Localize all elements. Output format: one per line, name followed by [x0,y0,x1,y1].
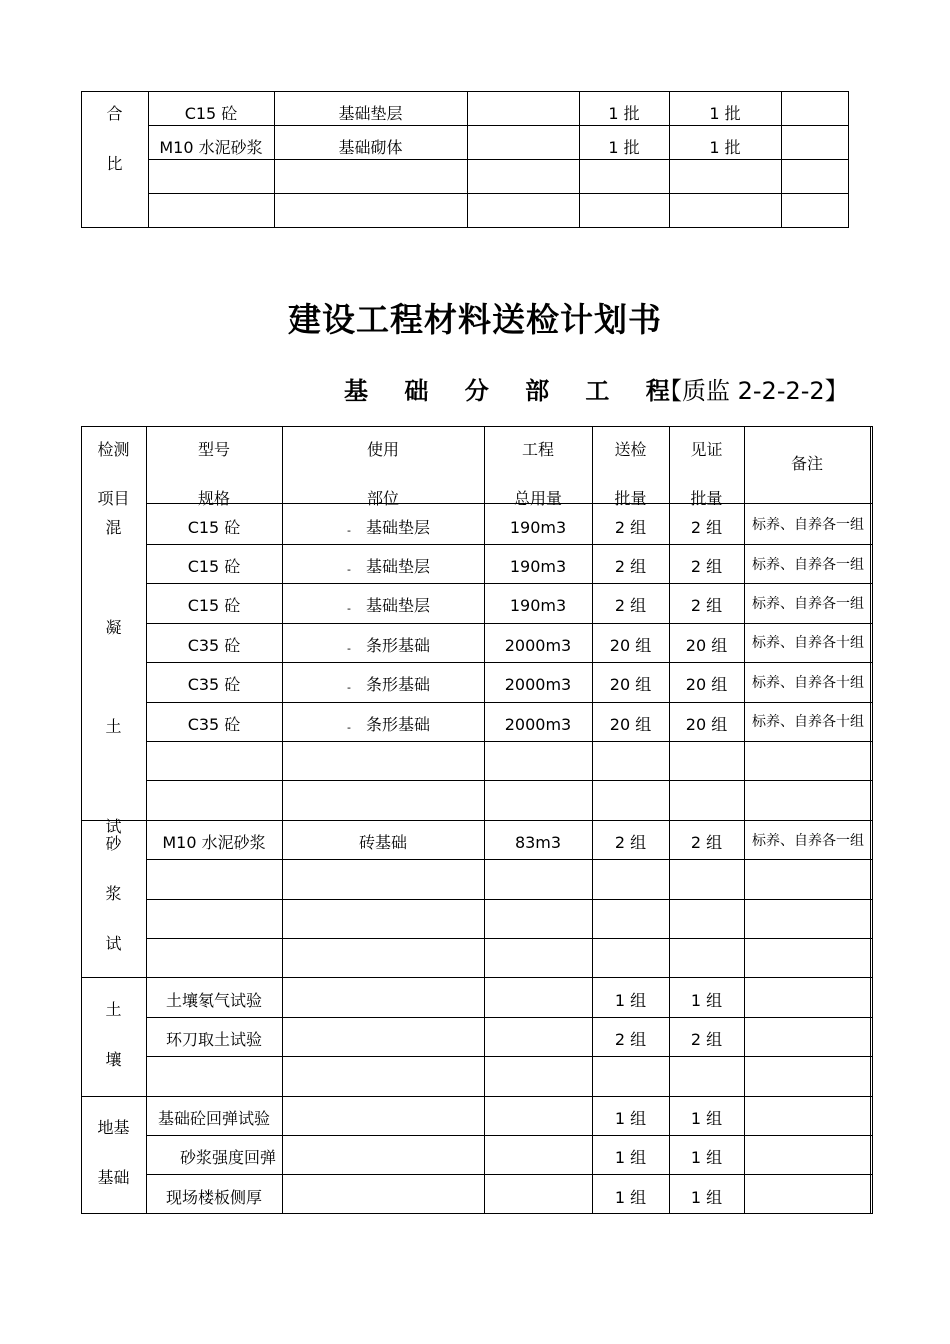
header-spec-1: 型号 [197,440,230,459]
row-spec: 现场楼板侧厚 [165,1188,262,1207]
row-qty: 190m3 [509,518,567,537]
mortar-char: 浆 [105,884,122,903]
row-spec: 环刀取土试验 [165,1030,262,1049]
row-note: 标养、自养各一组 [752,833,864,849]
row-witness: 2 组 [690,833,723,852]
row-witness: 2 组 [690,518,723,537]
row-qty: 190m3 [509,557,567,576]
row-qty: 2000m3 [504,636,572,655]
row-part: 条形基础 [366,715,431,734]
row-part: 砖基础 [358,833,407,852]
row-part: 基础垫层 [366,518,431,537]
header-qty-2: 总用量 [513,489,562,508]
row-witness: 1 组 [690,1188,723,1207]
row-send: 1 组 [614,1148,647,1167]
row-spec: C15 砼 [187,596,241,615]
top-batch-send: 1 批 [608,104,640,123]
row-send: 1 组 [614,1109,647,1128]
header-witness-1: 见证 [690,440,723,459]
row-note: 标养、自养各一组 [752,596,864,612]
row-send: 1 组 [614,991,647,1010]
header-send-1: 送检 [614,440,647,459]
concrete-char: 混 [105,518,122,537]
row-note: 标养、自养各十组 [752,675,864,691]
row-note: 标养、自养各十组 [752,635,864,651]
row-qty: 2000m3 [504,715,572,734]
row-spec: C35 砼 [187,636,241,655]
top-part: 基础垫层 [338,104,403,123]
row-note: 标养、自养各十组 [752,714,864,730]
row-qty: 83m3 [514,833,562,852]
header-spec-2: 规格 [197,489,230,508]
dash-mark: - [347,642,351,655]
row-send: 2 组 [614,1030,647,1049]
header-part-1: 使用 [366,440,399,459]
foundation-char: 基础 [97,1168,130,1187]
row-send: 2 组 [614,596,647,615]
top-batch-witness: 1 批 [709,104,741,123]
row-part: 基础垫层 [366,557,431,576]
row-part: 基础垫层 [366,596,431,615]
row-witness: 20 组 [685,675,728,694]
row-send: 1 组 [614,1188,647,1207]
row-send: 2 组 [614,518,647,537]
category-char: 比 [106,154,123,173]
row-send: 2 组 [614,833,647,852]
row-spec: M10 水泥砂浆 [162,833,266,852]
soil-char: 土 [105,1000,122,1019]
row-witness: 1 组 [690,1148,723,1167]
top-spec: M10 水泥砂浆 [159,138,263,157]
row-spec: C15 砼 [187,518,241,537]
header-qty-1: 工程 [521,440,554,459]
row-send: 20 组 [609,675,652,694]
row-part: 条形基础 [366,675,431,694]
header-item-2: 项目 [97,489,130,508]
mortar-char: 砂 [105,834,122,853]
dash-mark: - [347,721,351,734]
row-send: 20 组 [609,715,652,734]
row-qty: 2000m3 [504,675,572,694]
soil-char: 壤 [105,1050,122,1069]
row-spec: C15 砼 [187,557,241,576]
row-witness: 1 组 [690,991,723,1010]
row-witness: 2 组 [690,557,723,576]
top-batch-send: 1 批 [608,138,640,157]
row-note: 标养、自养各一组 [752,557,864,573]
row-send: 20 组 [609,636,652,655]
row-witness: 1 组 [690,1109,723,1128]
mortar-char: 试 [105,817,122,836]
row-witness: 2 组 [690,1030,723,1049]
row-qty: 190m3 [509,596,567,615]
row-witness: 20 组 [685,636,728,655]
header-send-2: 批量 [614,489,647,508]
row-witness: 20 组 [685,715,728,734]
concrete-char: 土 [105,717,122,736]
row-spec: C35 砼 [187,715,241,734]
header-item-1: 检测 [97,440,130,459]
top-batch-witness: 1 批 [709,138,741,157]
header-witness-2: 批量 [690,489,723,508]
header-part-2: 部位 [366,489,399,508]
document-subtitle: 基 础 分 部 工 程 [344,377,684,405]
mortar-char: 试 [105,934,122,953]
document-code: 【质监 2-2-2-2】 [658,377,849,405]
concrete-char: 凝 [105,618,122,637]
header-note: 备注 [790,454,823,473]
row-spec: C35 砼 [187,675,241,694]
top-spec: C15 砼 [184,104,238,123]
dash-mark: - [347,563,351,576]
row-send: 2 组 [614,557,647,576]
row-spec: 土壤氡气试验 [165,991,262,1010]
document-title: 建设工程材料送检计划书 [288,300,662,339]
row-witness: 2 组 [690,596,723,615]
category-char: 合 [106,104,123,123]
dash-mark: - [347,602,351,615]
foundation-char: 地基 [97,1118,130,1137]
row-spec: 砂浆强度回弹 [179,1148,276,1167]
row-spec: 基础砼回弹试验 [157,1109,270,1128]
row-part: 条形基础 [366,636,431,655]
top-part: 基础砌体 [338,138,403,157]
dash-mark: - [347,524,351,537]
row-note: 标养、自养各一组 [752,517,864,533]
dash-mark: - [347,681,351,694]
